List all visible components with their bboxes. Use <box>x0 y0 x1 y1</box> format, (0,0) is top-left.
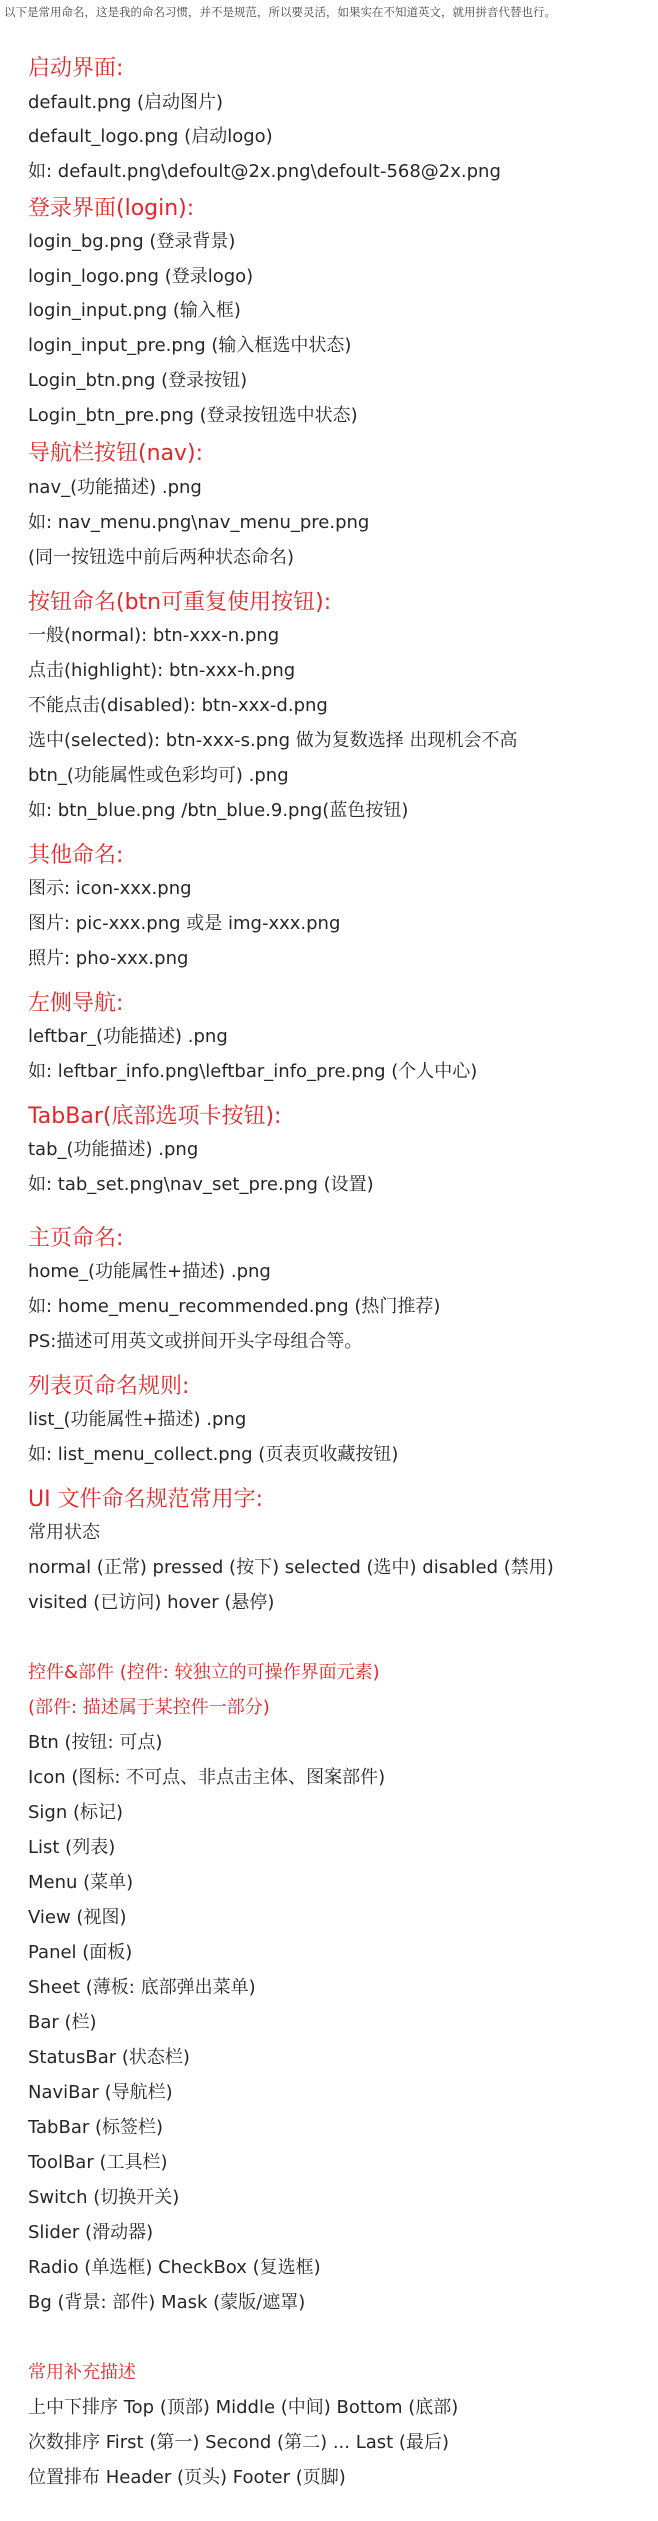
section-heading: 其他命名: <box>28 843 124 868</box>
text-line: 选中(selected): btn-xxx-s.png 做为复数选择 出现机会不高 <box>28 730 518 751</box>
text-line: Switch (切换开关) <box>28 2187 180 2208</box>
text-line: 如: nav_menu.png\nav_menu_pre.png <box>28 512 370 533</box>
text-line: visited (已访问) hover (悬停) <box>28 1592 275 1613</box>
text-line: Bar (栏) <box>28 2012 97 2033</box>
text-line: Bg (背景: 部件) Mask (蒙版/遮罩) <box>28 2292 306 2313</box>
text-line: Menu (菜单) <box>28 1872 134 1893</box>
section-heading: 导航栏按钮(nav): <box>28 441 204 466</box>
text-line: View (视图) <box>28 1907 127 1928</box>
text-line: list_(功能属性+描述) .png <box>28 1409 247 1430</box>
text-line: home_(功能属性+描述) .png <box>28 1261 271 1282</box>
section-heading: 启动界面: <box>28 56 124 81</box>
text-line: 如: default.png\defoult@2x.png\defoult-568@2x.png <box>28 161 501 182</box>
text-line: login_logo.png (登录logo) <box>28 266 254 287</box>
text-line: 图片: pic-xxx.png 或是 img-xxx.png <box>28 913 341 934</box>
text-line: nav_(功能描述) .png <box>28 477 202 498</box>
text-line: Login_btn_pre.png (登录按钮选中状态) <box>28 405 358 426</box>
text-line: 次数排序 First (第一) Second (第二) ... Last (最后) <box>28 2432 449 2453</box>
text-line: 不能点击(disabled): btn-xxx-d.png <box>28 695 328 716</box>
section-heading: 主页命名: <box>28 1226 124 1251</box>
text-line: 常用状态 <box>28 1522 100 1543</box>
text-line: 点击(highlight): btn-xxx-h.png <box>28 660 296 681</box>
text-line: PS:描述可用英文或拼间开头字母组合等。 <box>28 1331 363 1352</box>
text-line: 如: leftbar_info.png\leftbar_info_pre.png (个人中心) <box>28 1061 478 1082</box>
text-line: 图示: icon-xxx.png <box>28 878 192 899</box>
text-line: btn_(功能属性或色彩均可) .png <box>28 765 289 786</box>
text-line: 如: home_menu_recommended.png (热门推荐) <box>28 1296 441 1317</box>
section-heading: UI 文件命名规范常用字: <box>28 1487 263 1512</box>
text-line: Slider (滑动器) <box>28 2222 154 2243</box>
text-line: login_input_pre.png (输入框选中状态) <box>28 335 352 356</box>
text-line: 位置排布 Header (页头) Footer (页脚) <box>28 2467 346 2488</box>
text-line: TabBar (标签栏) <box>28 2117 164 2138</box>
text-line: default.png (启动图片) <box>28 92 224 113</box>
text-line: Btn (按钮: 可点) <box>28 1732 163 1753</box>
text-line: Login_btn.png (登录按钮) <box>28 370 248 391</box>
text-line: login_input.png (输入框) <box>28 300 241 321</box>
section-heading: 列表页命名规则: <box>28 1374 190 1399</box>
text-line: Radio (单选框) CheckBox (复选框) <box>28 2257 321 2278</box>
text-line: (同一按钮选中前后两种状态命名) <box>28 547 295 568</box>
text-line: normal (正常) pressed (按下) selected (选中) disabled (禁用) <box>28 1557 554 1578</box>
section-heading: 登录界面(login): <box>28 196 195 221</box>
text-line: Icon (图标: 不可点、非点击主体、图案部件) <box>28 1767 386 1788</box>
text-line: 照片: pho-xxx.png <box>28 948 189 969</box>
section-heading: (部件: 描述属于某控件一部分) <box>28 1697 270 1718</box>
text-line: List (列表) <box>28 1837 116 1858</box>
section-heading: 控件&部件 (控件: 较独立的可操作界面元素) <box>28 1662 380 1683</box>
text-line: Sheet (薄板: 底部弹出菜单) <box>28 1977 256 1998</box>
text-line: StatusBar (状态栏) <box>28 2047 190 2068</box>
text-line: Panel (面板) <box>28 1942 133 1963</box>
text-line: 一般(normal): btn-xxx-n.png <box>28 625 280 646</box>
section-heading: 左侧导航: <box>28 991 124 1016</box>
text-line: 上中下排序 Top (顶部) Middle (中间) Bottom (底部) <box>28 2397 459 2418</box>
text-line: leftbar_(功能描述) .png <box>28 1026 228 1047</box>
section-heading: 按钮命名(btn可重复使用按钮): <box>28 590 332 615</box>
text-line: Sign (标记) <box>28 1802 124 1823</box>
text-line: NaviBar (导航栏) <box>28 2082 173 2103</box>
text-line: ToolBar (工具栏) <box>28 2152 168 2173</box>
text-line: 如: list_menu_collect.png (页表页收藏按钮) <box>28 1444 399 1465</box>
section-heading: TabBar(底部选项卡按钮): <box>28 1104 282 1129</box>
text-line: login_bg.png (登录背景) <box>28 231 236 252</box>
intro-text: 以下是常用命名，这是我的命名习惯，并不是规范，所以要灵活，如果实在不知道英文，就用拼音代替也行。 <box>4 5 556 19</box>
text-line: default_logo.png (启动logo) <box>28 126 273 147</box>
text-line: 如: btn_blue.png /btn_blue.9.png(蓝色按钮) <box>28 800 409 821</box>
text-line: 如: tab_set.png\nav_set_pre.png (设置) <box>28 1174 374 1195</box>
section-heading: 常用补充描述 <box>28 2362 136 2383</box>
text-line: tab_(功能描述) .png <box>28 1139 199 1160</box>
